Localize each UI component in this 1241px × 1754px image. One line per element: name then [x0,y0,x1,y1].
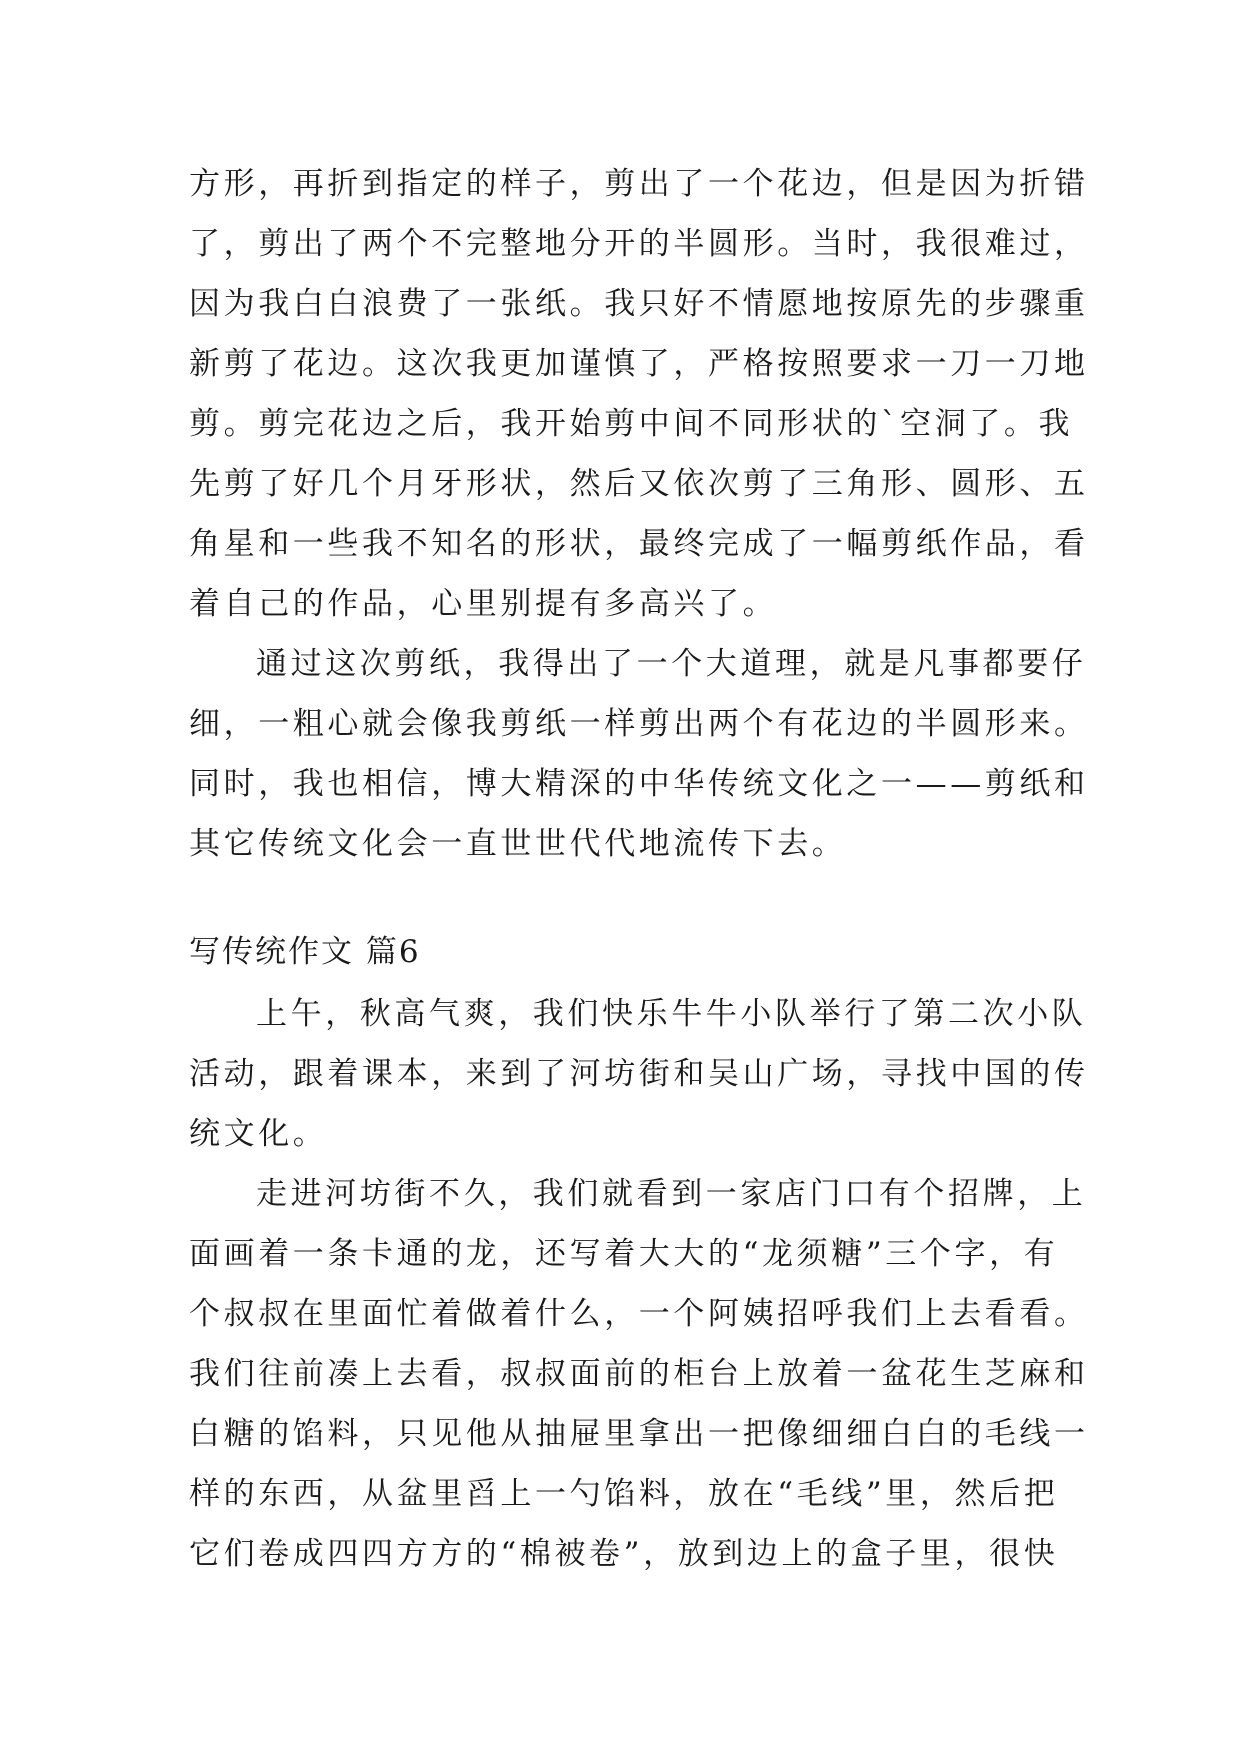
text-line: 了，剪出了两个不完整地分开的半圆形。当时，我很难过， [189,226,1089,262]
text-line: 我们往前凑上去看，叔叔面前的柜台上放着一盆花生芝麻和 [189,1356,1089,1392]
text-line: 先剪了好几个月牙形状，然后又依次剪了三角形、圆形、五 [189,466,1089,502]
text-line: 其它传统文化会一直世世代代地流传下去。 [189,826,847,862]
text-line: 统文化。 [189,1116,328,1152]
text-line: 剪。剪完花边之后，我开始剪中间不同形状的`空洞了。我 [189,406,1074,442]
text-line: 细，一粗心就会像我剪纸一样剪出两个有花边的半圆形来。 [189,706,1089,742]
text-line: 新剪了花边。这次我更加谨慎了，严格按照要求一刀一刀地 [189,346,1089,382]
text-line: 面画着一条卡通的龙，还写着大大的“龙须糖”三个字，有 [189,1236,1059,1272]
text-line: 个叔叔在里面忙着做着什么，一个阿姨招呼我们上去看看。 [189,1296,1089,1332]
text-line: 它们卷成四四方方的“棉被卷”，放到边上的盒子里，很快 [189,1536,1059,1572]
text-line: 上午，秋高气爽，我们快乐牛牛小队举行了第二次小队 [256,996,1087,1032]
text-line: 样的东西，从盆里舀上一勺馅料，放在“毛线”里，然后把 [189,1476,1059,1512]
text-line: 角星和一些我不知名的形状，最终完成了一幅剪纸作品，看 [189,526,1089,562]
text-line: 活动，跟着课本，来到了河坊街和吴山广场，寻找中国的传 [189,1056,1089,1092]
text-line: 同时，我也相信，博大精深的中华传统文化之一——剪纸和 [189,766,1089,802]
text-line: 走进河坊街不久，我们就看到一家店门口有个招牌，上 [256,1176,1087,1212]
section-heading: 写传统作文 篇6 [189,934,421,970]
text-line: 通过这次剪纸，我得出了一个大道理，就是凡事都要仔 [256,646,1087,682]
text-line: 着自己的作品，心里别提有多高兴了。 [189,586,778,622]
text-line: 白糖的馅料，只见他从抽屉里拿出一把像细细白白的毛线一 [189,1416,1089,1452]
text-line: 因为我白白浪费了一张纸。我只好不情愿地按原先的步骤重 [189,286,1089,322]
text-line: 方形，再折到指定的样子，剪出了一个花边，但是因为折错 [189,166,1089,202]
